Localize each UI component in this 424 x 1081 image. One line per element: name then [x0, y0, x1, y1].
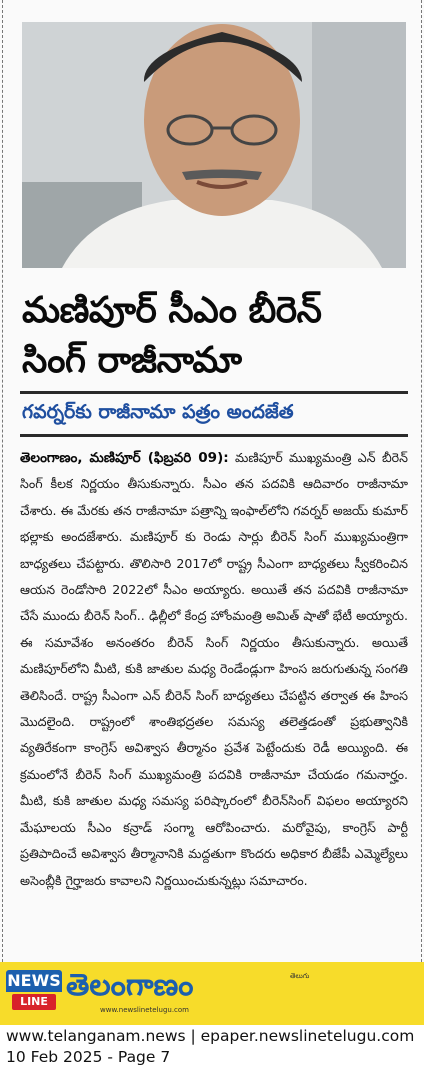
logo-news-text: NEWS: [7, 971, 61, 990]
headline-divider-bottom: [20, 434, 408, 437]
portrait-illustration: [22, 22, 406, 268]
article-subheadline: గవర్నర్‌కు రాజీనామా పత్రం అందజేత: [22, 401, 294, 423]
article-dateline: తెలంగాణం, మణిపూర్ (ఫిబ్రవరి 09):: [20, 450, 229, 466]
newsline-logo: [6, 970, 62, 1012]
clipping-cut-line-left: [2, 0, 3, 962]
logo-line-text: LINE: [12, 994, 56, 1010]
date-page: 10 Feb 2025 - Page 7: [6, 1048, 171, 1066]
publication-footer-banner: [0, 962, 424, 1025]
headline-divider-top: [20, 391, 408, 394]
site-links: www.telanganam.news | epaper.newslinetelugu.com: [6, 1027, 415, 1045]
article-body: [20, 445, 408, 894]
article-headline: [22, 286, 412, 386]
article-photo: [22, 22, 406, 268]
telanganam-logo: [66, 966, 193, 1006]
logo-tagline: తెలుగు: [290, 972, 310, 980]
logo-title-pre: తెల: [66, 968, 126, 1003]
article-body-text: మణిపూర్ ముఖ్యమంత్రి ఎన్ బీరెన్ సింగ్ కీలక నిర్ణయం తీసుకున్నారు. సీఎం తన పదవికి ఆదివారం రాజీనామా చేశారు. ఈ మేరకు తన రాజీనామా పత్రాన్ని ఇంఫాల్‌లోని గవర్నర్ అజయ్ కుమార్ భల్లాకు అందజేశారు. మణిపూర్ కు రెండు సార్లు బీరెన్ సింగ్ ముఖ్యమంత్రిగా బాధ్యతలు చేపట్టారు. తొలిసారి 2017లో రాష్ట్ర సీఎంగా బాధ్యతలు స్వీకరించిన ఆయన రెండోసారి 2022లో సీఎం అయ్యారు. అయితే తన పదవికి రాజీనామా చేసే ముందు బీరెన్ సింగ్.. ఢిల్లీలో కేంద్ర హోంమంత్రి అమిత్ షాతో భేటీ అయ్యారు. ఈ సమావేశం అనంతరం బీరెన్ సింగ్ నిర్ణయం తీసుకున్నారు. అయితే మణిపూర్‌లోని మీటి, కుకి జాతుల మధ్య రెండేండ్లుగా హింస జరుగుతున్న సంగతి తెలిసిందే. రాష్ట్ర సీఎంగా ఎన్ బీరెన్ సింగ్ బాధ్యతలు చేపట్టిన తర్వాత ఈ హింస మొదలైంది. రాష్ట్రంలో శాంతిభద్రతల సమస్య తలెత్తడంతో ప్రభుత్వానికి వ్యతిరేకంగా కాంగ్రెస్ అవిశ్వాస తీర్మానం ప్రవేశ పెట్టేందుకు రెడీ అయ్యింది. ఈ క్రమంలోనే బీరెన్ సింగ్ ముఖ్యమంత్రి పదవికి రాజీనామా చేయడం గమనార్హం. మీటి, కుకి జాతుల మధ్య సమస్య పరిష్కారంలో బీరెన్‌సింగ్ విఫలం అయ్యారని మేఘాలయ సీఎం కన్రాడ్ సంగ్మా ఆరోపించారు. మరోవైపు, కాంగ్రెస్ పార్టీ ప్రతిపాదించే అవిశ్వాస తీర్మానానికి మద్దతుగా కొందరు అధికార బీజేపీ ఎమ్మెల్యేలు అసెంబ్లీకి గైర్హాజరు కావాలని నిర్ణయించుకున్నట్లు సమాచారం.: [20, 450, 408, 888]
logo-url: www.newslinetelugu.com: [100, 1006, 189, 1014]
logo-title-post: గాణం: [125, 968, 194, 1003]
epaper-meta: [6, 1026, 424, 1068]
headline-line-2: సింగ్ రాజీనామా: [22, 340, 242, 381]
clipping-cut-line-right: [421, 0, 422, 962]
headline-line-1: మణిపూర్ సీఎం బీరెన్: [22, 290, 322, 331]
